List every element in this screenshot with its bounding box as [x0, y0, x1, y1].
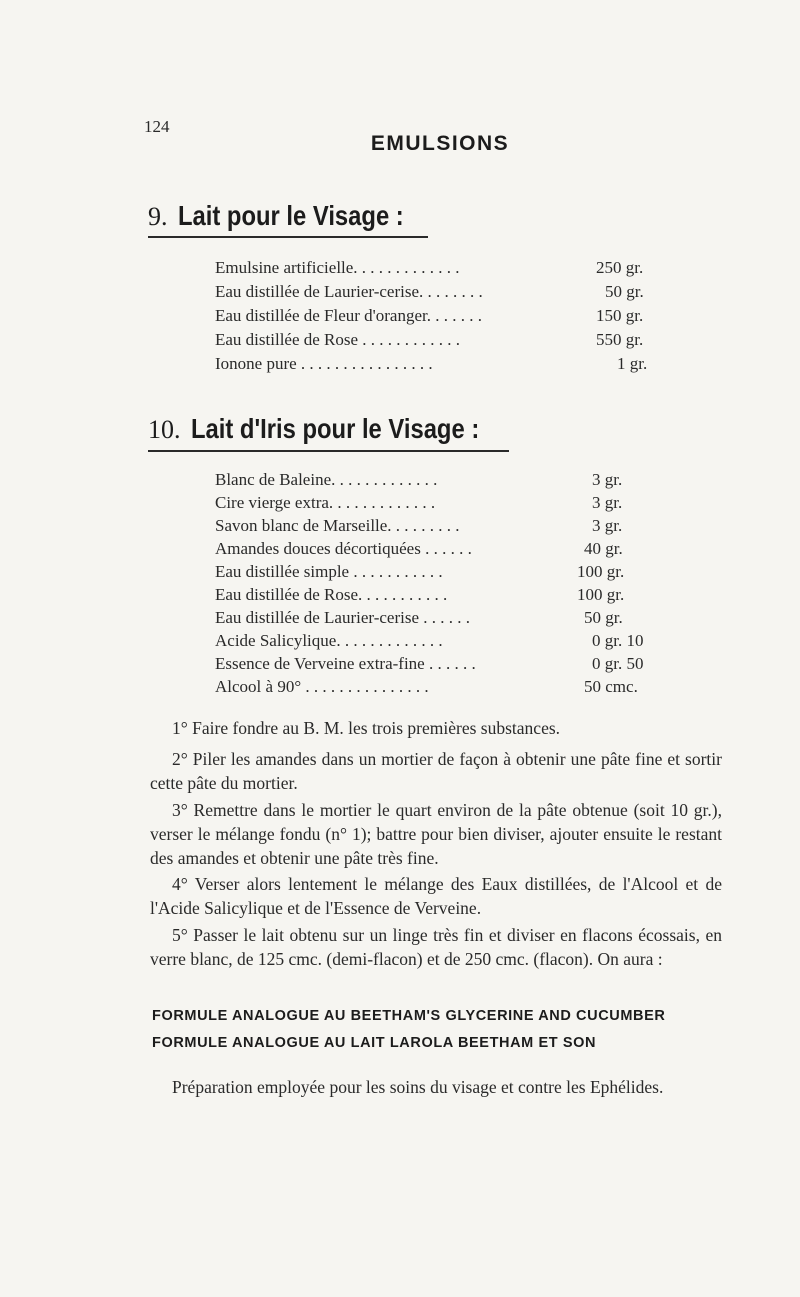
ingredient-name: Cire vierge extra. . . . . . . . . . . . . [215, 493, 436, 512]
ingredient-name: Emulsine artificielle. . . . . . . . . . . . . [215, 258, 460, 277]
instruction-step: 1° Faire fondre au B. M. les trois premières substances. [172, 718, 561, 738]
ingredient-quantity: 1 gr. [617, 354, 648, 373]
ingredient-name: Eau distillée de Fleur d'oranger. . . . . . . [215, 306, 482, 325]
formula-analogue-line: FORMULE ANALOGUE AU LAIT LAROLA BEETHAM ET SON [152, 1035, 597, 1051]
ingredient-quantity: 50 gr. [584, 608, 623, 627]
ingredient-quantity: 150 gr. [596, 306, 644, 325]
section-underline [148, 450, 509, 452]
ingredient-name: Eau distillée de Laurier-cerise. . . . . . . . [215, 282, 483, 301]
ingredient-quantity: 100 gr. [577, 585, 625, 604]
section-number: 9. [148, 202, 168, 231]
closing-paragraph: Préparation employée pour les soins du visage et contre les Ephélides. [172, 1077, 664, 1097]
instruction-step: 4° Verser alors lentement le mélange des Eaux distillées, de l'Alcool et de l'Acide Salicylique et de l'Essence de Verveine. [150, 874, 722, 918]
ingredient-quantity: 40 gr. [584, 539, 623, 558]
ingredient-quantity: 50 cmc. [584, 677, 638, 696]
ingredient-quantity: 50 gr. [605, 282, 644, 301]
section-title: Lait pour le Visage : [177, 200, 404, 231]
chapter-title: EMULSIONS [370, 132, 510, 155]
ingredient-quantity: 550 gr. [596, 330, 644, 349]
ingredient-name: Essence de Verveine extra-fine . . . . . . [215, 654, 476, 673]
ingredient-name: Alcool à 90° . . . . . . . . . . . . . . . [215, 677, 429, 696]
ingredient-name: Eau distillée de Laurier-cerise . . . . . . [215, 608, 471, 627]
instruction-step: 5° Passer le lait obtenu sur un linge très fin et diviser en flacons écossais, en verre blanc, de 125 cmc. (demi-flacon) et de 250 cmc. (flacon). On aura : [150, 925, 722, 969]
ingredient-quantity: 250 gr. [596, 258, 644, 277]
ingredient-quantity: 3 gr. [592, 470, 623, 489]
ingredient-name: Acide Salicylique. . . . . . . . . . . . . [215, 631, 443, 650]
instruction-step: 2° Piler les amandes dans un mortier de façon à obtenir une pâte fine et sortir cette pâte du mortier. [150, 749, 722, 793]
ingredient-quantity: 3 gr. [592, 516, 623, 535]
formula-analogue-line: FORMULE ANALOGUE AU BEETHAM'S GLYCERINE AND CUCUMBER [152, 1008, 666, 1024]
section-underline [148, 236, 428, 238]
ingredient-name: Blanc de Baleine. . . . . . . . . . . . . [215, 470, 438, 489]
instruction-step: 3° Remettre dans le mortier le quart environ de la pâte obtenue (soit 10 gr.), verser le mélange fondu (n° 1); battre pour bien diviser, ajouter ensuite le restant des amandes et obtenir une pâte très fine. [150, 800, 722, 868]
section-heading [148, 413, 530, 445]
ingredient-name: Eau distillée de Rose . . . . . . . . . . . . [215, 330, 461, 349]
ingredient-quantity: 100 gr. [577, 562, 625, 581]
section-number: 10. [148, 415, 181, 444]
section-title: Lait d'Iris pour le Visage : [190, 413, 479, 444]
ingredient-quantity: 0 gr. 50 [592, 654, 644, 673]
ingredient-name: Amandes douces décortiquées . . . . . . [215, 539, 472, 558]
ingredient-quantity: 3 gr. [592, 493, 623, 512]
section-heading [148, 200, 443, 232]
ingredient-name: Eau distillée simple . . . . . . . . . . . [215, 562, 443, 581]
ingredient-name: Eau distillée de Rose. . . . . . . . . . . [215, 585, 448, 604]
ingredient-quantity: 0 gr. 10 [592, 631, 644, 650]
ingredient-name: Savon blanc de Marseille. . . . . . . . . [215, 516, 460, 535]
page-number: 124 [144, 117, 170, 136]
ingredient-name: Ionone pure . . . . . . . . . . . . . . . . [215, 354, 433, 373]
